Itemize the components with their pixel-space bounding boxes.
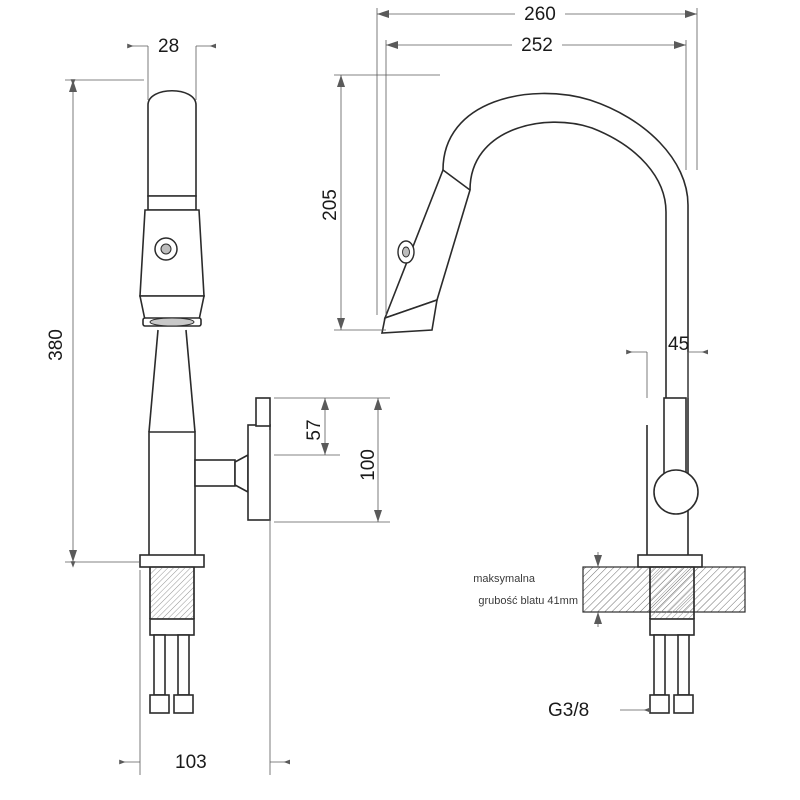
left-faucet-front-view (140, 91, 270, 713)
dim-label-103: 103 (175, 752, 207, 773)
dimension-380 (46, 80, 144, 562)
dimension-45 (627, 334, 708, 398)
dim-label-252: 252 (521, 35, 553, 56)
dim-label-100: 100 (358, 449, 379, 481)
thread-label-text: G3/8 (548, 700, 590, 721)
dim-label-28: 28 (158, 36, 180, 57)
dim-label-57: 57 (304, 419, 325, 441)
right-faucet-side-view (382, 93, 745, 713)
dimension-100 (274, 398, 390, 522)
dim-label-260: 260 (524, 4, 556, 25)
dimension-57 (274, 398, 340, 455)
worktop-note-line2: grubość blatu 41mm (478, 595, 578, 607)
dim-label-380: 380 (46, 329, 67, 361)
dim-label-45: 45 (668, 334, 690, 355)
dim-label-205: 205 (320, 189, 341, 221)
worktop-note-line1: maksymalna (473, 573, 535, 585)
thread-label-g38 (548, 700, 650, 721)
